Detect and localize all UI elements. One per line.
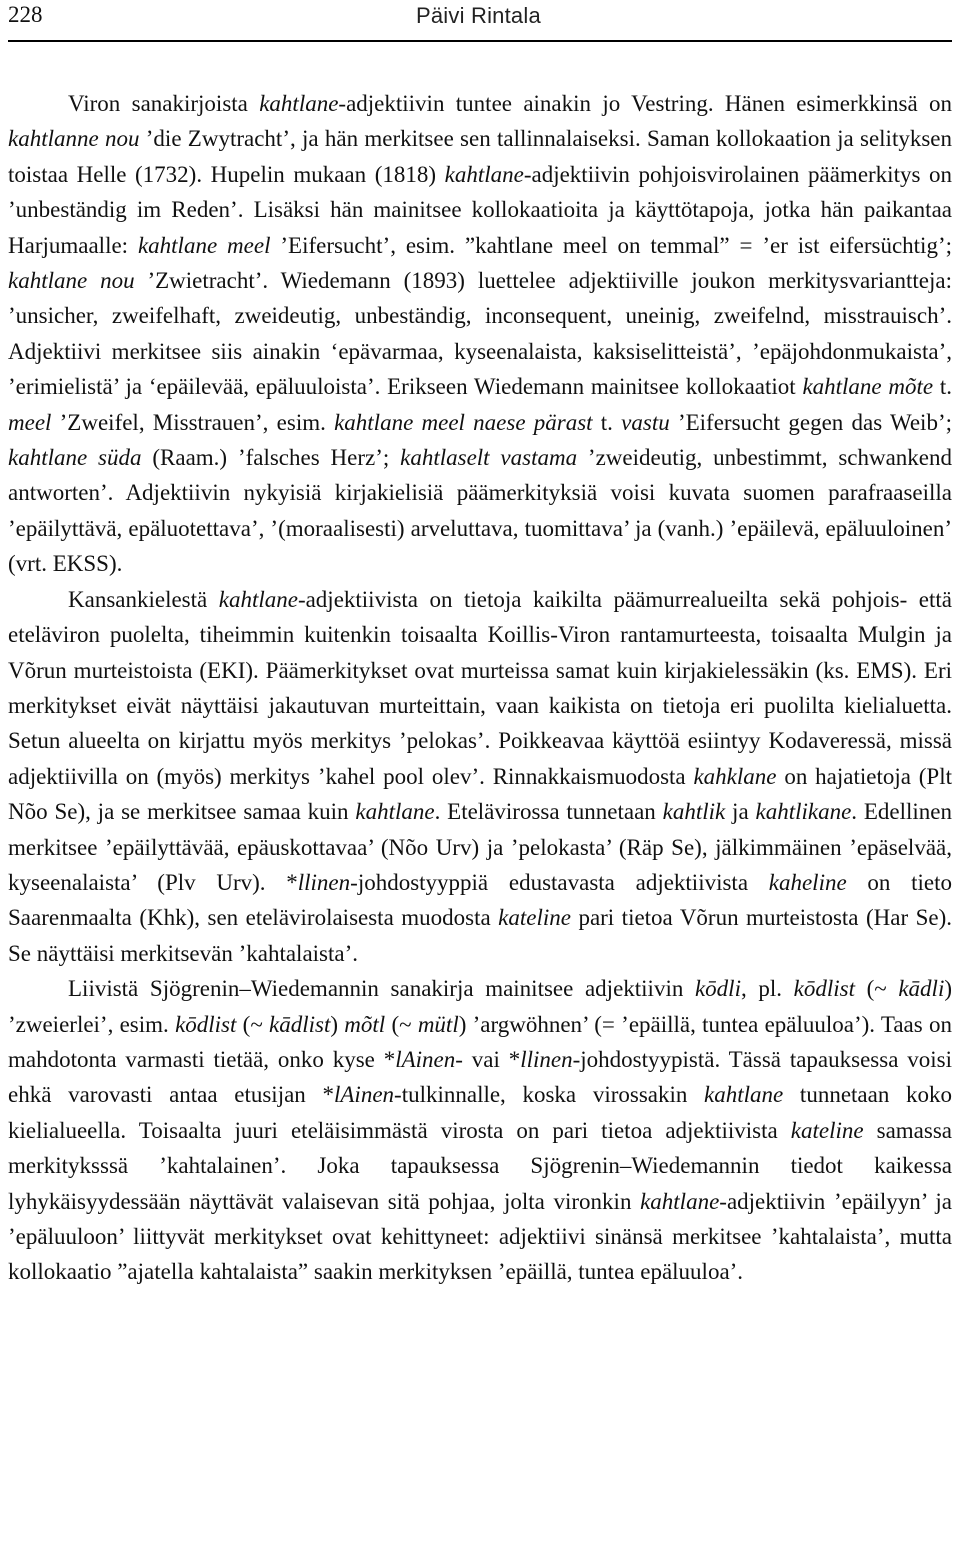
- text-run: (Raam.) ’falsches Herz’;: [141, 445, 401, 471]
- text-run: . Etelävirossa tunnetaan: [434, 799, 663, 825]
- italic-term: kahtlane meel: [137, 232, 271, 258]
- italic-term: mütl: [417, 1011, 459, 1037]
- text-run: ’Eifersucht’, esim. ”kahtlane meel on temmal” = ’er ist eifersüchtig’;: [270, 232, 952, 258]
- text-run: ’Zweifel, Misstrauen’, esim.: [51, 409, 335, 435]
- text-run: (~: [854, 976, 899, 1002]
- italic-term: kahklane: [693, 763, 777, 789]
- italic-term: kahtlanne nou: [8, 126, 140, 152]
- text-run: , pl.: [740, 976, 794, 1002]
- text-run: -johdostyypistä. Tässä tapauksessa voisi ehkä varovasti antaa etusijan *: [8, 1046, 952, 1108]
- text-run: ’Zwietracht’. Wiedemann (1893) luettelee adjektiiville joukon merkitysvariantteja: ’unsicher, zweifelhaft, zweideutig, unbeständig, inconsequent, uneinig, zweifelnd, misstrauisch’. Adjektiivi merkitsee siis ainakin ‘epävarmaa, kyseenalaista, kaksiselitteistä’, ’epäjohdonmukaista’, ’erimielistä’ ja ‘epäilevää, epäluuloista’. Erikseen Wiedemann mainitsee kollokaatiot: [8, 268, 953, 400]
- page-header: [8, 0, 952, 42]
- text-run: on hajatietoja (Plt Nõo Se), ja se merkitsee samaa kuin: [8, 763, 953, 825]
- italic-term: kahtlane: [355, 799, 435, 825]
- text-run: ja: [725, 799, 756, 825]
- italic-term: kahtlaselt vastama: [400, 445, 578, 471]
- paragraph: [8, 86, 952, 582]
- italic-term: llinen: [520, 1046, 573, 1072]
- text-run: ’zweideutig, unbestimmt, schwankend antworten’. Adjektiivin nykyisiä kirjakielisiä päämerkityksiä voisi kuvata suomen parafraaseilla ’epäilyttävä, epäluotettava’, ’(moraalisesti) arveluttava, tuomittava’ ja (vanh.) ’epäilevä, epäluuloinen’ (vrt. EKSS).: [8, 445, 953, 577]
- text-run: Kansankielestä: [68, 586, 219, 612]
- text-run: -adjektiivin ’epäilyyn’ ja ’epäluuloon’ liittyvät merkitykset ovat kehittyneet: adjektiivi sinänsä merkitsee ’kahtalaista’, mutta kollokaatio ”ajatella kahtalaista” saakin merkityksen ’epäillä, tuntea epäluuloa’.: [8, 1188, 952, 1285]
- text-run: samassa merkityksssä ’kahtalainen’. Joka tapauksessa Sjögrenin–Wiedemannin tiedot kaikessa lyhykäisyydessään näyttävät valaisevan sitä pohjaa, jolta vironkin: [8, 1117, 952, 1214]
- running-head: Päivi Rintala: [416, 3, 541, 28]
- italic-term: kahtlane: [640, 1188, 720, 1214]
- text-run: pari tietoa Võrun murteistosta (Har Se). Se näyttäisi merkitsevän ’kahtalaista’.: [8, 905, 952, 966]
- italic-term: kahtlik: [662, 799, 726, 825]
- text-run: - vai *: [455, 1046, 521, 1072]
- body-text: [8, 86, 952, 1290]
- text-run: -johdostyyppiä edustavasta adjektiivista: [350, 869, 769, 895]
- text-run: ) ’zweierlei’, esim.: [8, 976, 953, 1037]
- italic-term: kādli: [898, 976, 945, 1002]
- italic-term: meel: [8, 409, 52, 435]
- italic-term: kōdlist: [175, 1011, 237, 1037]
- italic-term: kahtlane: [259, 91, 339, 116]
- text-run: -tulkinnalle, koska virossakin: [394, 1082, 705, 1108]
- text-run: Viron sanakirjoista: [68, 91, 260, 116]
- text-run: tunnetaan koko kielialueella. Toisaalta juuri eteläisimmästä virosta on pari tietoa adjektiivista: [8, 1082, 953, 1143]
- text-run: ’Eifersucht gegen das Weib’;: [669, 409, 952, 435]
- text-run: (~: [385, 1011, 418, 1037]
- italic-term: mõtl: [344, 1011, 386, 1037]
- italic-term: kōdlist: [793, 976, 855, 1002]
- italic-term: kahtlane meel naese pärast: [334, 409, 593, 435]
- paragraph: [8, 582, 952, 971]
- italic-term: kaheline: [768, 869, 847, 895]
- italic-term: llinen: [297, 869, 351, 895]
- italic-term: kahtlane: [444, 161, 524, 187]
- text-run: ’die Zwytracht’, ja hän merkitsee sen tallinnalaiseksi. Saman kollokaation ja selityksen toistaa Helle (1732). Hupelin mukaan (1818): [8, 126, 952, 187]
- text-run: t.: [592, 409, 622, 435]
- text-run: . Edellinen merkitsee ’epäilyttävää, epäuskottavaa’ (Nõo Urv) ja ’pelokasta’ (Räp Se), jälkimmäinen ’epäselvää, kyseenalaista’ (Plv Urv). *: [8, 799, 952, 895]
- text-run: Liivistä Sjögrenin–Wiedemannin sanakirja mainitsee adjektiivin: [68, 976, 695, 1002]
- text-run: -adjektiivin tuntee ainakin jo Vestring. Hänen esimerkkinsä on: [338, 91, 952, 116]
- text-run: t.: [933, 374, 953, 400]
- italic-term: kādlist: [269, 1011, 331, 1037]
- text-run: ) ’argwöhnen’ (= ’epäillä, tuntea epäluuloa’). Taas on mahdotonta varmasti tietää, onko kyse *: [8, 1011, 952, 1072]
- text-run: -adjektiivin pohjoisvirolainen päämerkitys on ’unbeständig im Reden’. Lisäksi hän mainitsee kollokaatioita ja käyttötapoja, jotka hän paikantaa Harjumaalle:: [8, 161, 952, 258]
- italic-term: kahtlane süda: [8, 445, 142, 471]
- italic-term: kahtlane nou: [8, 268, 135, 294]
- italic-term: kahtlane: [704, 1082, 784, 1108]
- text-run: (~: [236, 1011, 270, 1037]
- italic-term: vastu: [621, 409, 670, 435]
- text-run: on tieto Saarenmaalta (Khk), sen etelävirolaisesta muodosta: [8, 869, 952, 931]
- italic-term: lAinen: [395, 1046, 456, 1072]
- paragraph: [8, 971, 952, 1290]
- italic-term: kahtlane: [218, 586, 298, 612]
- italic-term: kahtlane mõte: [802, 374, 934, 400]
- italic-term: kahtlikane: [755, 799, 852, 825]
- italic-term: lAinen: [333, 1082, 395, 1108]
- text-run: -adjektiivista on tietoja kaikilta päämurrealueilta sekä pohjois- että eteläviron puolelta, tiheimmin kuitenkin toisaalta Koillis-Viron rantamurteesta, toisaalta Mulgin ja Võrun murteistoista (EKI). Päämerkitykset ovat murteissa samat kuin kirjakielessäkin (ks. EMS). Eri merkitykset eivät näyttäisi jakautuvan murteittain, vaan kaikista on tietoja eri puolilta kielialuetta. Setun alueelta on kirjattu myös merkitys ’pelokas’. Poikkeavaa käyttöä esiintyy Kodaveressä, missä adjektiivilla on (myös) merkitys ’kahel pool olev’. Rinnakkaismuodosta: [8, 586, 952, 789]
- italic-term: kateline: [498, 905, 571, 931]
- italic-term: kōdli: [694, 976, 741, 1002]
- page-number: 228: [8, 2, 43, 27]
- text-run: ): [330, 1011, 345, 1037]
- italic-term: kateline: [790, 1117, 864, 1143]
